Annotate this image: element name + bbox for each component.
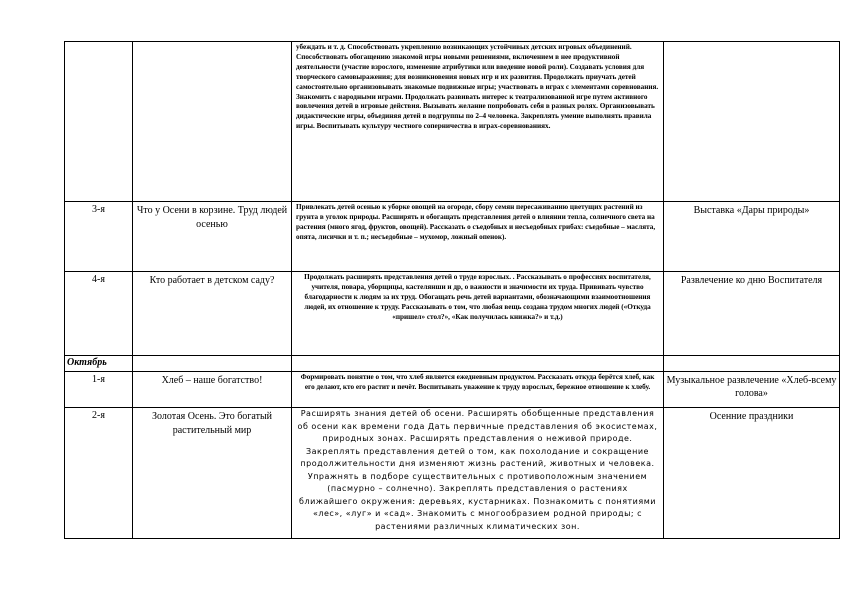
month-label: Октябрь: [65, 356, 133, 372]
table-row: [65, 42, 840, 202]
content-cell: Продолжать расширять представления детей о труде взрослых. . Рассказывать о профессиях воспитателя, учителя, повара, уборщицы, кастелянши и др, о важности и значимости их труда. Прививать чувство благодарности к людям за их труд. Обогащать речь детей вариантами, обозначающими взаимоотношения людей, их отношение к труду. Рассказывать о том, что любая вещь создана трудом многих людей («Откуда «пришел» стол?», «Как получилась книжка?» и т.д.): [292, 272, 664, 356]
content-cell: [292, 356, 664, 372]
plan-table: [64, 41, 840, 539]
theme-cell: [133, 356, 292, 372]
event-cell: Выставка «Дары природы»: [664, 202, 840, 272]
event-cell: Развлечение ко дню Воспитателя: [664, 272, 840, 356]
content-cell: Формировать понятие о том, что хлеб является ежедневным продуктом. Рассказать откуда берётся хлеб, как его делают, кто его растит и печёт. Воспитывать уважение к труду взрослых, бережное отношение к хлебу.: [292, 372, 664, 408]
event-cell: Осенние праздники: [664, 408, 840, 539]
week-cell: [65, 42, 133, 202]
week-cell: 2-я: [65, 408, 133, 539]
theme-cell: Хлеб – наше богатство!: [133, 372, 292, 408]
content-cell: убеждать и т. д. Способствовать укреплению возникающих устойчивых детских игровых объединений. Способствовать обогащению знакомой игры новыми решениями, включением в нее продуктивной деятельности (участие взрослого, изменение атрибутики или введение новой роли). Создавать условия для творческого самовыражения; для возникновения новых игр и их развития. Продолжать приучать детей самостоятельно организовывать знакомые подвижные игры; участвовать в играх с элементами соревнования. Знакомить с народными играми. Продолжать развивать интерес к театрализованной игре путем активного вовлечения детей в игровые действия. Вызывать желание попробовать себя в разных ролях. Организовывать дидактические игры, объединяя детей в подгруппы по 2–4 человека. Закреплять умение выполнять правила игры. Воспитывать культуру честного соперничества в играх-соревнованиях.: [292, 42, 664, 202]
table-row: [65, 356, 840, 372]
theme-cell: Что у Осени в корзине. Труд людей осенью: [133, 202, 292, 272]
table-row: [65, 202, 840, 272]
theme-cell: Кто работает в детском саду?: [133, 272, 292, 356]
theme-cell: [133, 42, 292, 202]
event-cell: Музыкальное развлечение «Хлеб-всему голова»: [664, 372, 840, 408]
table-row: [65, 408, 840, 539]
event-cell: [664, 42, 840, 202]
theme-cell: Золотая Осень. Это богатый растительный мир: [133, 408, 292, 539]
content-cell: Привлекать детей осенью к уборке овощей на огороде, сбору семян пересаживанию цветущих растений из грунта в уголок природы. Расширять и обогащать представления детей о влиянии тепла, солнечного света на растения (много ягод, фруктов, овощей). Рассказать о съедобных и несъедобных грибах: съедобные – маслята, опята, лисички и т. п.; несъедобные – мухомор, ложный опенок).: [292, 202, 664, 272]
week-cell: 1-я: [65, 372, 133, 408]
content-cell: Расширять знания детей об осени. Расширять обобщенные представления об осени как времени года Дать первичные представления об экосистемах, природных зонах. Расширять представления о неживой природе. Закреплять представления детей о том, как похолодание и сокращение продолжительности дня изменяют жизнь растений, животных и человека. Упражнять в подборе существительных с противоположным значением (пасмурно – солнечно). Закреплять представления о растениях ближайшего окружения: деревьях, кустарниках. Познакомить с понятиями «лес», «луг» и «сад». Знакомить с многообразием родной природы; с растениями различных климатических зон.: [292, 408, 664, 539]
table-row: [65, 372, 840, 408]
event-cell: [664, 356, 840, 372]
week-cell: 4-я: [65, 272, 133, 356]
table-row: [65, 272, 840, 356]
week-cell: 3-я: [65, 202, 133, 272]
